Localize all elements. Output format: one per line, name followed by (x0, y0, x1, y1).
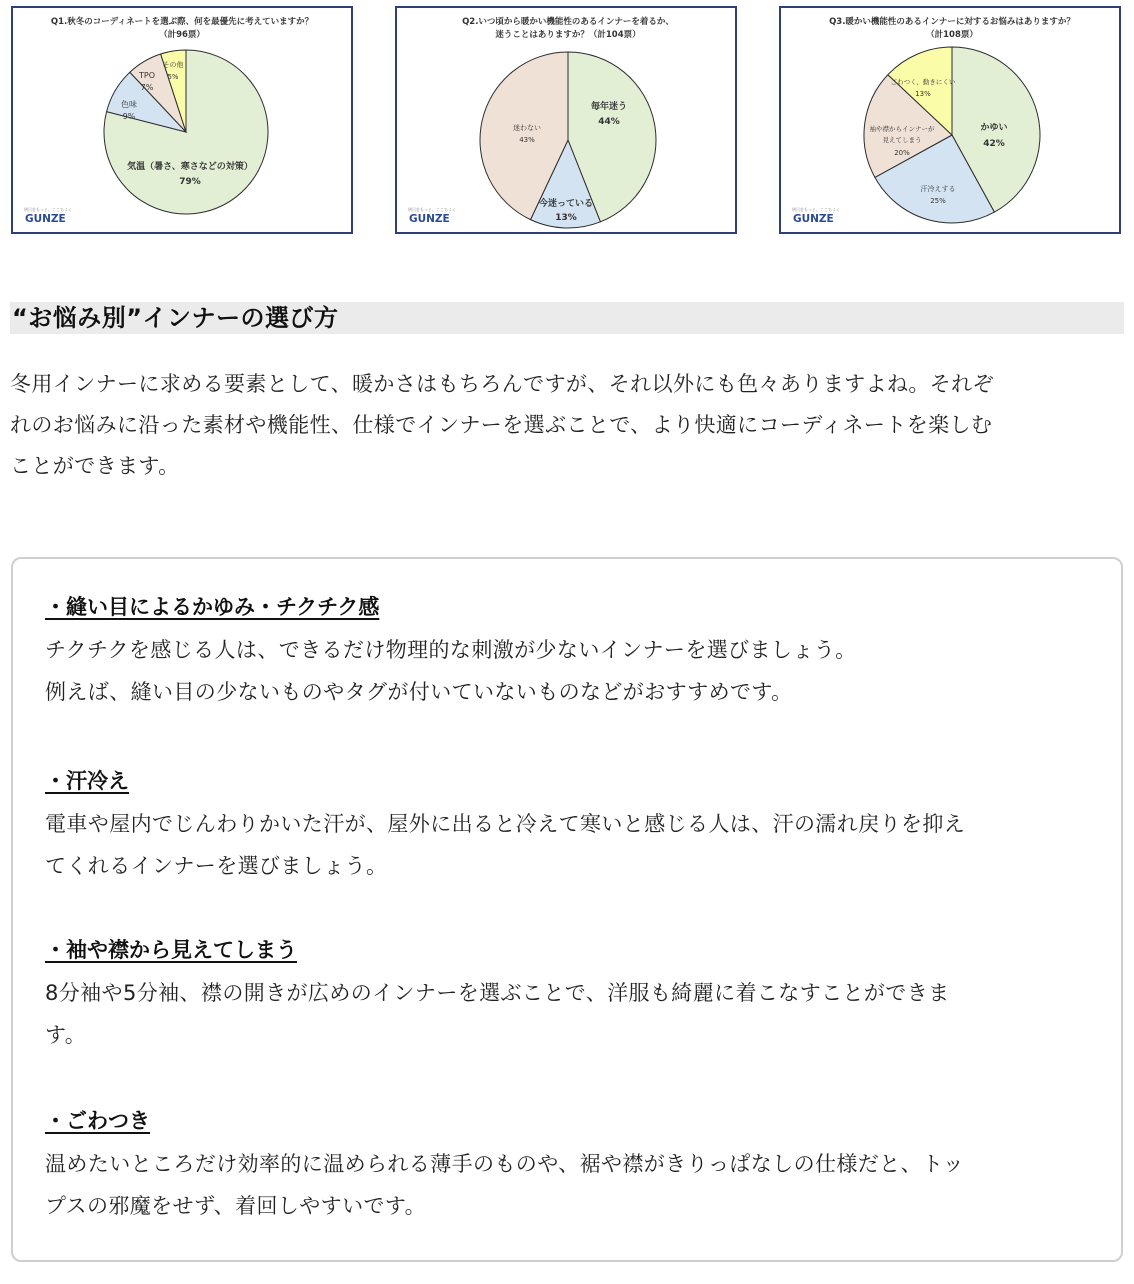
slice-pct: 5% (167, 73, 179, 81)
slice-pct: 20% (894, 149, 910, 157)
gunze-logo: GUNZE (409, 213, 450, 225)
gunze-logo: GUNZE (25, 213, 66, 225)
slice-label: TPO (138, 71, 156, 80)
slice-label: 今迷っている (538, 199, 594, 209)
intro-line: ことができます。 (10, 454, 180, 478)
chart-panel-q3 (779, 6, 1121, 234)
tip-line: チクチクを感じる人は、できるだけ物理的な刺激が少ないインナーを選びましょう。 (45, 638, 857, 662)
chart-subtitle: （計96票） (159, 30, 205, 40)
tip-title: ・縫い目によるかゆみ・チクチク感 (45, 595, 380, 619)
tip-line: す。 (45, 1023, 87, 1047)
intro-line: 冬用インナーに求める要素として、暖かさはもちろんですが、それ以外にも色々ありますよね。それぞ (10, 372, 994, 396)
slice-label: 毎年迷う (590, 102, 628, 112)
tip-sweat-chill (45, 763, 1085, 887)
tip-itchiness (45, 589, 1085, 713)
slice-pct: 9% (122, 112, 136, 121)
intro-line: れのお悩みに沿った素材や機能性、仕様でインナーを選ぶことで、より快適にコーディネートを楽しむ (10, 413, 993, 437)
tip-body (45, 972, 1085, 1056)
slice-label-line1: 袖や襟からインナーが (869, 125, 935, 133)
tip-title: ・汗冷え (45, 769, 129, 793)
logo-tagline: 明日をもっと、ここちよく (408, 207, 456, 212)
pie-chart-q1 (13, 8, 351, 232)
chart-subtitle: （計108票） (926, 30, 978, 40)
survey-charts (0, 0, 1134, 240)
gunze-logo: GUNZE (793, 213, 834, 225)
chart-title: Q1.秋冬のコーディネートを選ぶ際、何を最優先に考えていますか？ (50, 17, 314, 27)
logo-tagline: 明日をもっと、ここちよく (24, 207, 72, 212)
slice-label: かゆい (980, 123, 1008, 133)
tip-line: てくれるインナーを選びましょう。 (45, 854, 388, 878)
chart-title-line2: 迷うことはありますか？（計104票） (495, 30, 641, 40)
tip-title: ・袖や襟から見えてしまう (45, 938, 297, 962)
slice-label: 迷わない (513, 124, 541, 132)
slice-label: 気温（暑さ、寒さなどの対策） (127, 162, 253, 172)
pie-chart-q2 (397, 8, 735, 232)
slice-label: 汗冷えする (920, 185, 956, 193)
chart-title: Q2.いつ頃から暖かい機能性のあるインナーを着るか、 (462, 17, 674, 27)
tip-line: 電車や屋内でじんわりかいた汗が、屋外に出ると冷えて寒いと感じる人は、汗の濡れ戻りを抑え (45, 812, 966, 836)
slice-pct: 7% (140, 83, 154, 92)
slice-label: その他 (162, 61, 184, 69)
slice-pct: 79% (179, 177, 201, 187)
slice-pct: 43% (519, 136, 535, 144)
slice-pct: 13% (555, 213, 577, 223)
slice-pct: 42% (983, 139, 1005, 149)
section-heading: “お悩み別”インナーの選び方 (12, 304, 339, 332)
tip-stiffness (45, 1103, 1085, 1227)
tip-title: ・ごわつき (45, 1109, 150, 1133)
slice-pct: 25% (930, 197, 946, 205)
tip-line: 8分袖や5分袖、襟の開きが広めのインナーを選ぶことで、洋服も綺麗に着こなすことができま (45, 981, 950, 1005)
chart-panel-q2 (395, 6, 737, 234)
slice-label: 色味 (121, 100, 137, 109)
tip-body (45, 629, 1085, 713)
slice-pct: 44% (598, 117, 620, 127)
slice-label-line2: 見えてしまう (882, 136, 922, 144)
tip-line: 温めたいところだけ効率的に温められる薄手のものや、裾や襟がきりっぱなしの仕様だと、トッ (45, 1152, 965, 1176)
tip-line: プスの邪魔をせず、着回しやすいです。 (45, 1194, 426, 1218)
slice-pct: 13% (915, 90, 931, 98)
tip-body (45, 803, 1085, 887)
tips-box (11, 557, 1123, 1262)
slice-label: ごわつく、動きにくい (890, 78, 956, 86)
chart-panel-q1 (11, 6, 353, 234)
chart-title: Q3.暖かい機能性のあるインナーに対するお悩みはありますか？ (829, 17, 1075, 27)
tip-line: 例えば、縫い目の少ないものやタグが付いていないものなどがおすすめです。 (45, 680, 793, 704)
tip-body (45, 1143, 1085, 1227)
pie-chart-q3 (781, 8, 1119, 232)
tip-visible-innerwear (45, 932, 1085, 1056)
logo-tagline: 明日をもっと、ここちよく (792, 207, 840, 212)
intro-paragraph (10, 364, 1124, 487)
section-heading-bar (10, 302, 1124, 334)
